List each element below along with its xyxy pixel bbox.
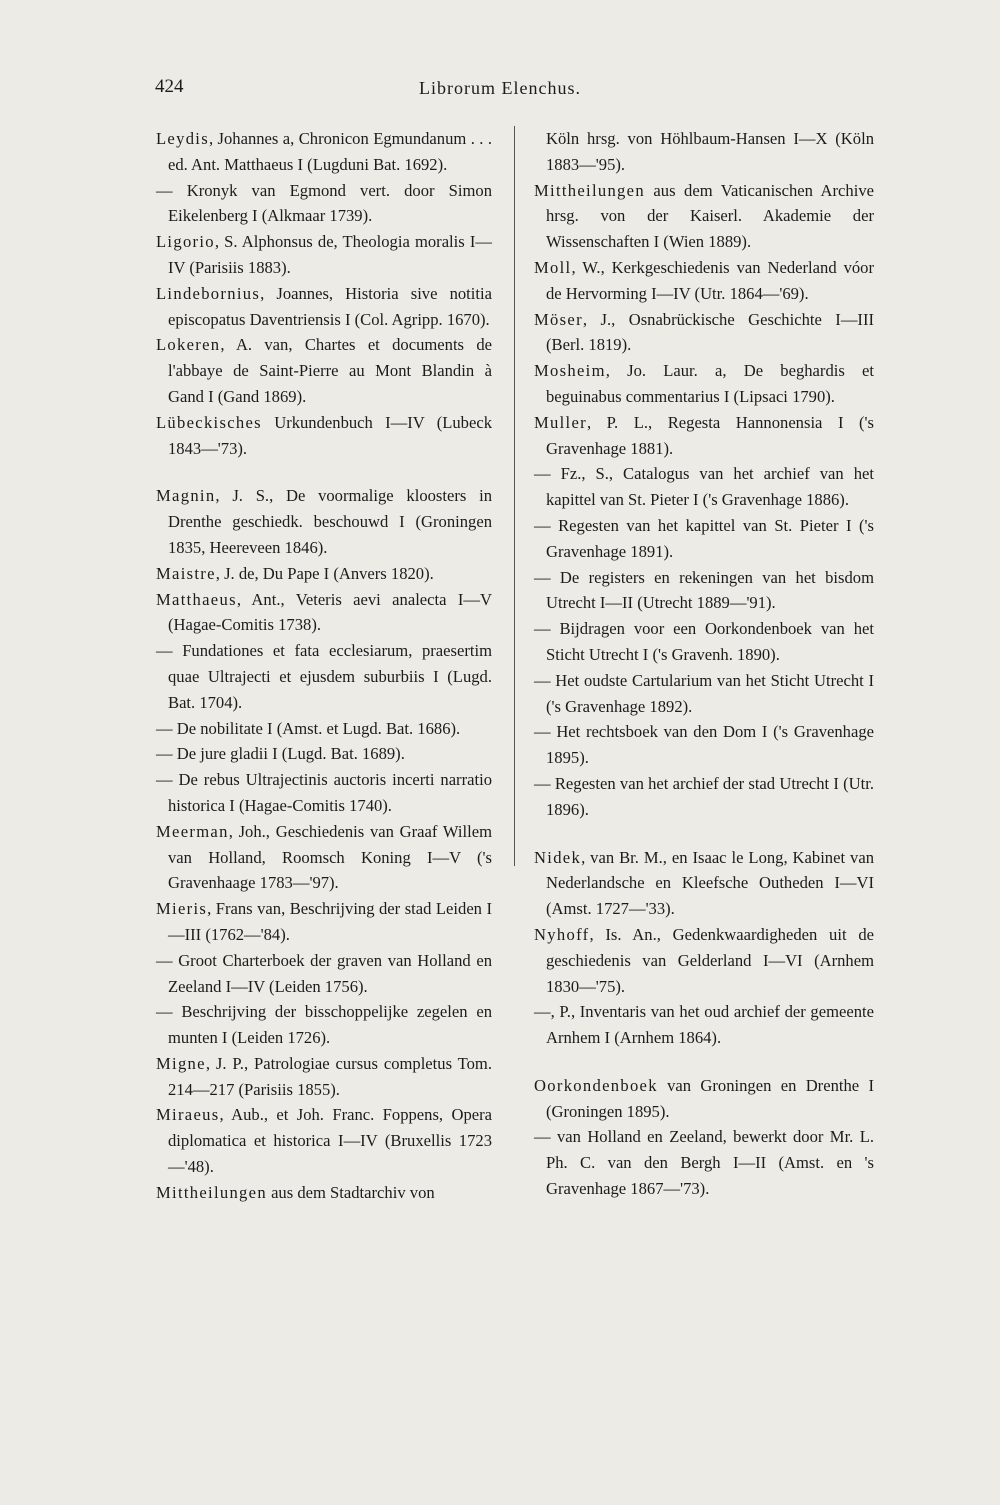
entry-text: — Beschrijving der bisschoppelijke zegelen en munten I (Leiden 1726). (156, 1002, 492, 1048)
entry-text: , Jo. Laur. a, De beghardis et beguinabus commentarius I (Lipsaci 1790). (546, 361, 874, 406)
entry-text: , Ant., Veteris aevi analecta I—V (Hagae-Comitis 1738). (168, 589, 492, 635)
entry-text: , van Br. M., en Isaac le Long, Kabinet van Nederlandsche en Kleefsche Outheden I—VI (Amst. 1727—'33). (546, 847, 874, 919)
entry-author: Oorkondenboek (534, 1075, 658, 1095)
entry-text: van Groningen en Drenthe I (Groningen 1895). (546, 1075, 874, 1121)
entry-text: — Fz., S., Catalogus van het archief van het kapittel van St. Pieter I ('s Gravenhage 1886). (534, 464, 874, 510)
entry-text: — Het rechtsboek van den Dom I ('s Gravenhage 1895). (534, 722, 874, 768)
entry-author: Muller (534, 412, 587, 432)
bibliography-entry (156, 1051, 492, 1103)
bibliography-entry (156, 741, 492, 767)
entry-text: , Is. An., Gedenkwaardigheden uit de geschiedenis van Gelderland I—VI (Arnhem 1830—'75). (546, 924, 874, 996)
entry-text: Köln hrsg. von Höhlbaum-Hansen I—X (Köln 1883—'95). (546, 129, 874, 174)
entry-author: Nyhoff (534, 924, 590, 944)
bibliography-entry (156, 332, 492, 409)
entry-text: — Groot Charterboek der graven van Holland en Zeeland I—IV (Leiden 1756). (156, 950, 492, 996)
entry-author: Matthaeus (156, 589, 237, 609)
entry-author: Mittheilungen (156, 1182, 267, 1202)
bibliography-entry (534, 255, 874, 307)
bibliography-entry (534, 771, 874, 823)
bibliography-entry (156, 999, 492, 1051)
entry-text: , P. L., Regesta Hannonensia I ('s Gravenhage 1881). (546, 412, 874, 458)
bibliography-entry (156, 638, 492, 715)
entry-text: — van Holland en Zeeland, bewerkt door Mr. L. Ph. C. van den Bergh I—II (Amst. en 's Gravenhage 1867—'73). (534, 1127, 874, 1199)
entry-text: , J., Osnabrückische Geschichte I—III (Berl. 1819). (546, 309, 874, 355)
entry-author: Maistre (156, 563, 216, 583)
entry-author: Magnin (156, 486, 216, 506)
entry-author: Lübeckisches (156, 412, 262, 432)
page-number: 424 (155, 76, 184, 97)
right-column (534, 126, 874, 1202)
bibliography-entry (156, 229, 492, 281)
entry-text: , J. de, Du Pape I (Anvers 1820). (215, 563, 434, 583)
entry-text: aus dem Vaticanischen Archive hrsg. von der Kaiserl. Akademie der Wissenschaften I (Wien 1889). (546, 180, 874, 252)
bibliography-entry (156, 178, 492, 230)
bibliography-entry (156, 410, 492, 462)
entry-author: Leydis (156, 129, 209, 148)
running-title: Librorum Elenchus. (419, 78, 581, 98)
entry-author: Möser (534, 309, 583, 329)
bibliography-entry (156, 561, 492, 587)
bibliography-entry (156, 1102, 492, 1179)
bibliography-entry (534, 358, 874, 410)
entry-text: , W., Kerkgeschiedenis van Nederland vóor de Hervorming I—IV (Utr. 1864—'69). (546, 257, 874, 303)
entry-author: Migne (156, 1053, 206, 1073)
entry-text: — Het oudste Cartularium van het Sticht Utrecht I ('s Gravenhage 1892). (534, 670, 874, 716)
bibliography-entry (156, 767, 492, 819)
bibliography-entry (156, 1180, 492, 1206)
entry-text: , J. S., De voormalige kloosters in Drenthe geschiedk. beschouwd I (Groningen 1835, Heereveen 1846). (168, 486, 492, 557)
left-column (156, 126, 492, 1206)
bibliography-entry (156, 587, 492, 639)
bibliography-entry (156, 819, 492, 896)
entry-author: Nidek (534, 847, 582, 867)
bibliography-entry (534, 1073, 874, 1125)
entry-text: Urkundenbuch I—IV (Lubeck 1843—'73). (168, 412, 492, 458)
entry-author: Ligorio (156, 232, 215, 252)
entry-text: , S. Alphonsus de, Theologia moralis I—IV (Parisiis 1883). (168, 232, 492, 277)
bibliography-entry (156, 126, 492, 178)
entry-text: — De jure gladii I (Lugd. Bat. 1689). (156, 744, 405, 764)
entry-text: , A. van, Chartes et documents de l'abbaye de Saint-Pierre au Mont Blandin à Gand I (Gand 1869). (168, 335, 492, 406)
entry-text: — De registers en rekeningen van het bisdom Utrecht I—II (Utrecht 1889—'91). (534, 567, 874, 613)
entry-author: Miraeus (156, 1105, 220, 1125)
entry-author: Meerman (156, 821, 229, 841)
entry-text: , Joannes, Historia sive notitia episcopatus Daventriensis I (Col. Agripp. 1670). (168, 283, 492, 329)
entry-author: Lokeren (156, 335, 221, 355)
bibliography-entry (534, 719, 874, 771)
entry-author: Mieris (156, 899, 208, 919)
bibliography-entry (534, 922, 874, 999)
bibliography-entry (156, 281, 492, 333)
bibliography-entry (534, 1124, 874, 1201)
bibliography-entry (156, 483, 492, 560)
bibliography-entry (156, 716, 492, 742)
entry-text: — Regesten van het kapittel van St. Pieter I ('s Gravenhage 1891). (534, 515, 874, 561)
bibliography-entry (534, 307, 874, 359)
bibliography-entry (534, 178, 874, 255)
entry-text: — Fundationes et fata ecclesiarum, praesertim quae Ultrajecti et ejusdem suburbiis I (Lugd. Bat. 1704). (156, 641, 492, 712)
entry-text: , Joh., Geschiedenis van Graaf Willem van Holland, Roomsch Koning I—V ('s Gravenhaage 1783—'97). (168, 821, 492, 893)
bibliography-entry (534, 513, 874, 565)
entry-author: Lindebornius (156, 283, 261, 303)
bibliography-entry (534, 668, 874, 720)
entry-text: — Bijdragen voor een Oorkondenboek van het Sticht Utrecht I ('s Gravenh. 1890). (534, 619, 874, 664)
entry-text: , Frans van, Beschrijving der stad Leiden I—III (1762—'84). (168, 899, 492, 944)
bibliography-entry (534, 461, 874, 513)
column-divider (514, 126, 515, 866)
entry-author: Moll (534, 257, 572, 277)
entry-text: , Aub., et Joh. Franc. Foppens, Opera diplomatica et historica I—IV (Bruxellis 1723—'48). (168, 1105, 492, 1177)
bibliography-entry (534, 616, 874, 668)
bibliography-entry (534, 845, 874, 922)
entry-text: — Regesten van het archief der stad Utrecht I (Utr. 1896). (534, 773, 874, 819)
entry-text: — De rebus Ultrajectinis auctoris incerti narratio historica I (Hagae-Comitis 1740). (156, 770, 492, 815)
bibliography-entry (534, 999, 874, 1051)
entry-text: , Johannes a, Chronicon Egmundanum . . . ed. Ant. Matthaeus I (Lugduni Bat. 1692). (168, 129, 492, 174)
entry-text: , J. P., Patrologiae cursus completus Tom. 214—217 (Parisiis 1855). (168, 1053, 492, 1099)
entry-author: Mosheim (534, 361, 606, 381)
bibliography-entry (534, 565, 874, 617)
entry-text: aus dem Stadtarchiv von (266, 1182, 435, 1202)
entry-text: —, P., Inventaris van het oud archief der gemeente Arnhem I (Arnhem 1864). (534, 1002, 874, 1048)
bibliography-entry (156, 948, 492, 1000)
bibliography-entry (534, 410, 874, 462)
bibliography-entry (156, 896, 492, 948)
bibliography-entry (534, 126, 874, 178)
entry-text: — De nobilitate I (Amst. et Lugd. Bat. 1686). (156, 718, 461, 738)
entry-text: — Kronyk van Egmond vert. door Simon Eikelenberg I (Alkmaar 1739). (156, 180, 492, 226)
entry-author: Mittheilungen (534, 180, 645, 200)
